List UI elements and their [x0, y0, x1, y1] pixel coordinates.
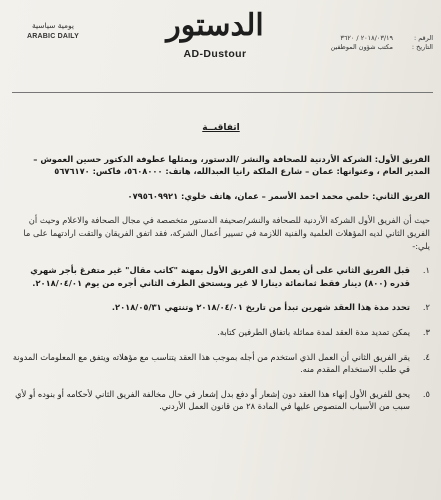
clause-text: يقر الفريق الثاني أن العمل الذي استخدم من أجله بموجب هذا العقد يتناسب مع مؤهلاته ويتفق مع المعلومات المدونة في طلب الاستخدام المقدم منه. — [12, 351, 410, 375]
reference-row — [263, 34, 433, 43]
date-row — [263, 43, 433, 52]
preamble: حيث أن الفريق الأول الشركة الأردنية للصحافة والنشر/صحيفة الدستور متخصصة في مجال الصحافة والاعلام وحيث أن الفريق الثاني لديه المؤهلات العلمية والفنية اللازمة في تسيير أعمال الشركة، فقد اتفق الفريقان والتقت ارادتهما على ما يلي:- — [23, 215, 430, 251]
logo-arabic: الدستور — [166, 8, 264, 43]
clause-text: تحدد مدة هذا العقد شهرين تبدأ من تاريخ ٢٠١٨/٠٤/٠١ وتنتهي ٢٠١٨/٠٥/٣١. — [111, 302, 410, 313]
clause-item — [12, 301, 430, 314]
daily-tag — [14, 20, 92, 42]
reference-block — [263, 34, 433, 52]
daily-tag-english: ARABIC DAILY — [27, 33, 79, 40]
logo-english: AD-Dustour — [183, 48, 247, 60]
clause-item — [12, 326, 430, 339]
clause-item — [12, 351, 430, 376]
date-label: التاريخ : — [411, 43, 433, 51]
clause-text: يحق للفريق الأول إنهاء هذا العقد دون إشعار أو دفع بدل إشعار في حال مخالفة الفريق الثاني لأحكامه أو بنوده أو لأي سبب من الأسباب المنصوص عليها في المادة ٢٨ من قانون العمل الأردني. — [15, 388, 410, 412]
date-value: مكتب شؤون الموظفين — [330, 43, 393, 51]
letterhead — [0, 0, 441, 96]
agreement-body — [12, 104, 430, 425]
daily-tag-arabic: يومية سياسية — [31, 21, 75, 30]
clause-item — [12, 388, 430, 413]
document-title: اتفاقيــة — [202, 123, 240, 133]
clause-number: ١. — [422, 265, 430, 276]
clause-number: ٣. — [422, 326, 430, 337]
header-divider — [12, 92, 433, 93]
clause-number: ٥. — [422, 388, 430, 399]
clause-item — [12, 264, 430, 289]
clause-number: ٢. — [422, 302, 430, 313]
clause-text: قبل الفريق الثاني على أن يعمل لدى الفريق الأول بمهنة "كاتب مقال" غير متفرغ بأجر شهري قدره (٨٠٠) دينار فقط ثمانمائة دينارا لا غير ويستحق الطرف الثاني أجره من يوم ٢٠١٨/٠٤/٠١. — [30, 265, 410, 288]
party-two: الفريق الثاني: حلمي محمد احمد الأسمر – عمان، هاتف خلوي: ٠٧٩٥٦٠٩٩٢١ — [127, 190, 430, 201]
reference-value: ٢٠١٨/٠٣/١٩ / ٣٦٢٠ — [340, 34, 393, 42]
clause-number: ٤. — [422, 351, 430, 362]
party-one: الفريق الأول: الشركة الأردنية للصحافة والنشر /الدستور، ويمثلها عطوفة الدكتور حسين العموش – المدير العام ، وعنوانها: عمان – شارع الملكة رانيا العبدالله، هاتف: ٥٦٠٨٠٠٠، فاكس: ٥٦٧٦١٧٠ — [33, 153, 430, 177]
reference-label: الرقم : — [413, 34, 433, 42]
clause-text: يمكن تمديد مدة العقد لمدة مماثلة باتفاق الطرفين كتابة. — [217, 326, 410, 337]
